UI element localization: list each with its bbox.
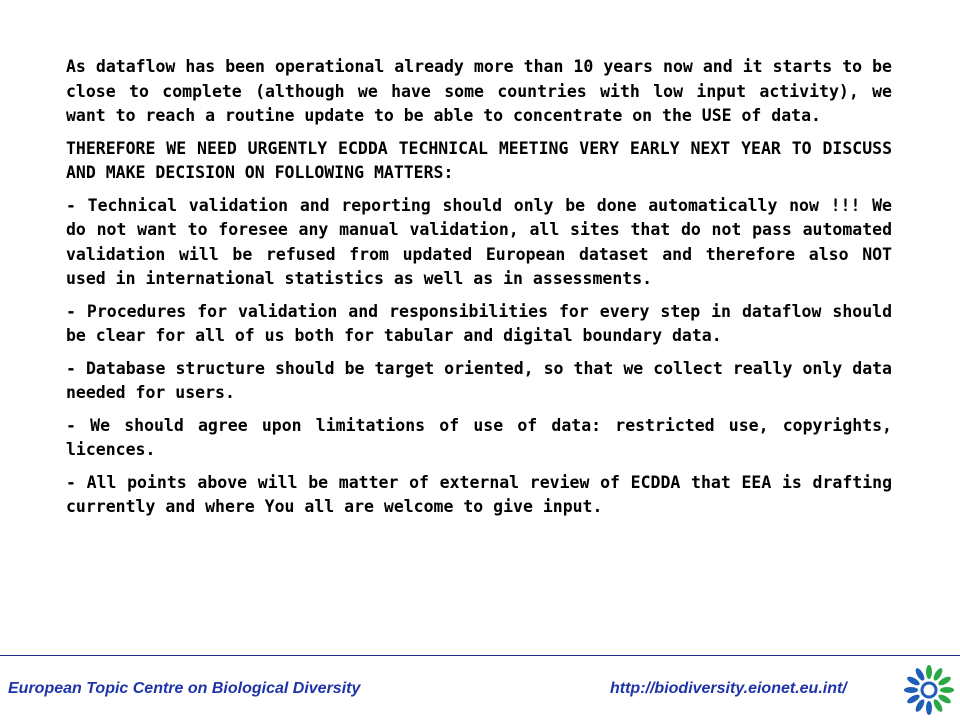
paragraph-database-structure: - Database structure should be target oriented, so that we collect really only data needed for users. xyxy=(66,358,892,402)
paragraph-technical-validation: - Technical validation and reporting should only be done automatically now !!! We do not want to foresee any manual validation, all sites that do not pass automated validation will be refused from updated European dataset and therefore also NOT used in international statistics as well as in assessments. xyxy=(66,195,892,288)
paragraph-external-review: - All points above will be matter of external review of ECDDA that EEA is drafting currently and where You all are welcome to give input. xyxy=(66,472,892,516)
slide-body xyxy=(66,55,892,528)
paragraph-procedures: - Procedures for validation and responsibilities for every step in dataflow should be clear for all of us both for tabular and digital boundary data. xyxy=(66,301,892,345)
paragraph-intro: As dataflow has been operational already more than 10 years now and it starts to be close to complete (although we have some countries with low input activity), we want to reach a routine update to be able to concentrate on the USE of data. xyxy=(66,57,892,125)
footer-url[interactable]: http://biodiversity.eionet.eu.int/ xyxy=(610,680,847,697)
paragraph-meeting-request: THEREFORE WE NEED URGENTLY ECDDA TECHNICAL MEETING VERY EARLY NEXT YEAR TO DISCUSS AND MAKE DECISION ON FOLLOWING MATTERS: xyxy=(66,138,892,182)
eionet-sun-logo-icon xyxy=(900,660,958,718)
footer-org-name: European Topic Centre on Biological Diversity xyxy=(8,680,361,697)
footer-divider xyxy=(0,655,960,656)
paragraph-limitations: - We should agree upon limitations of use of data: restricted use, copyrights, licences. xyxy=(66,415,892,459)
